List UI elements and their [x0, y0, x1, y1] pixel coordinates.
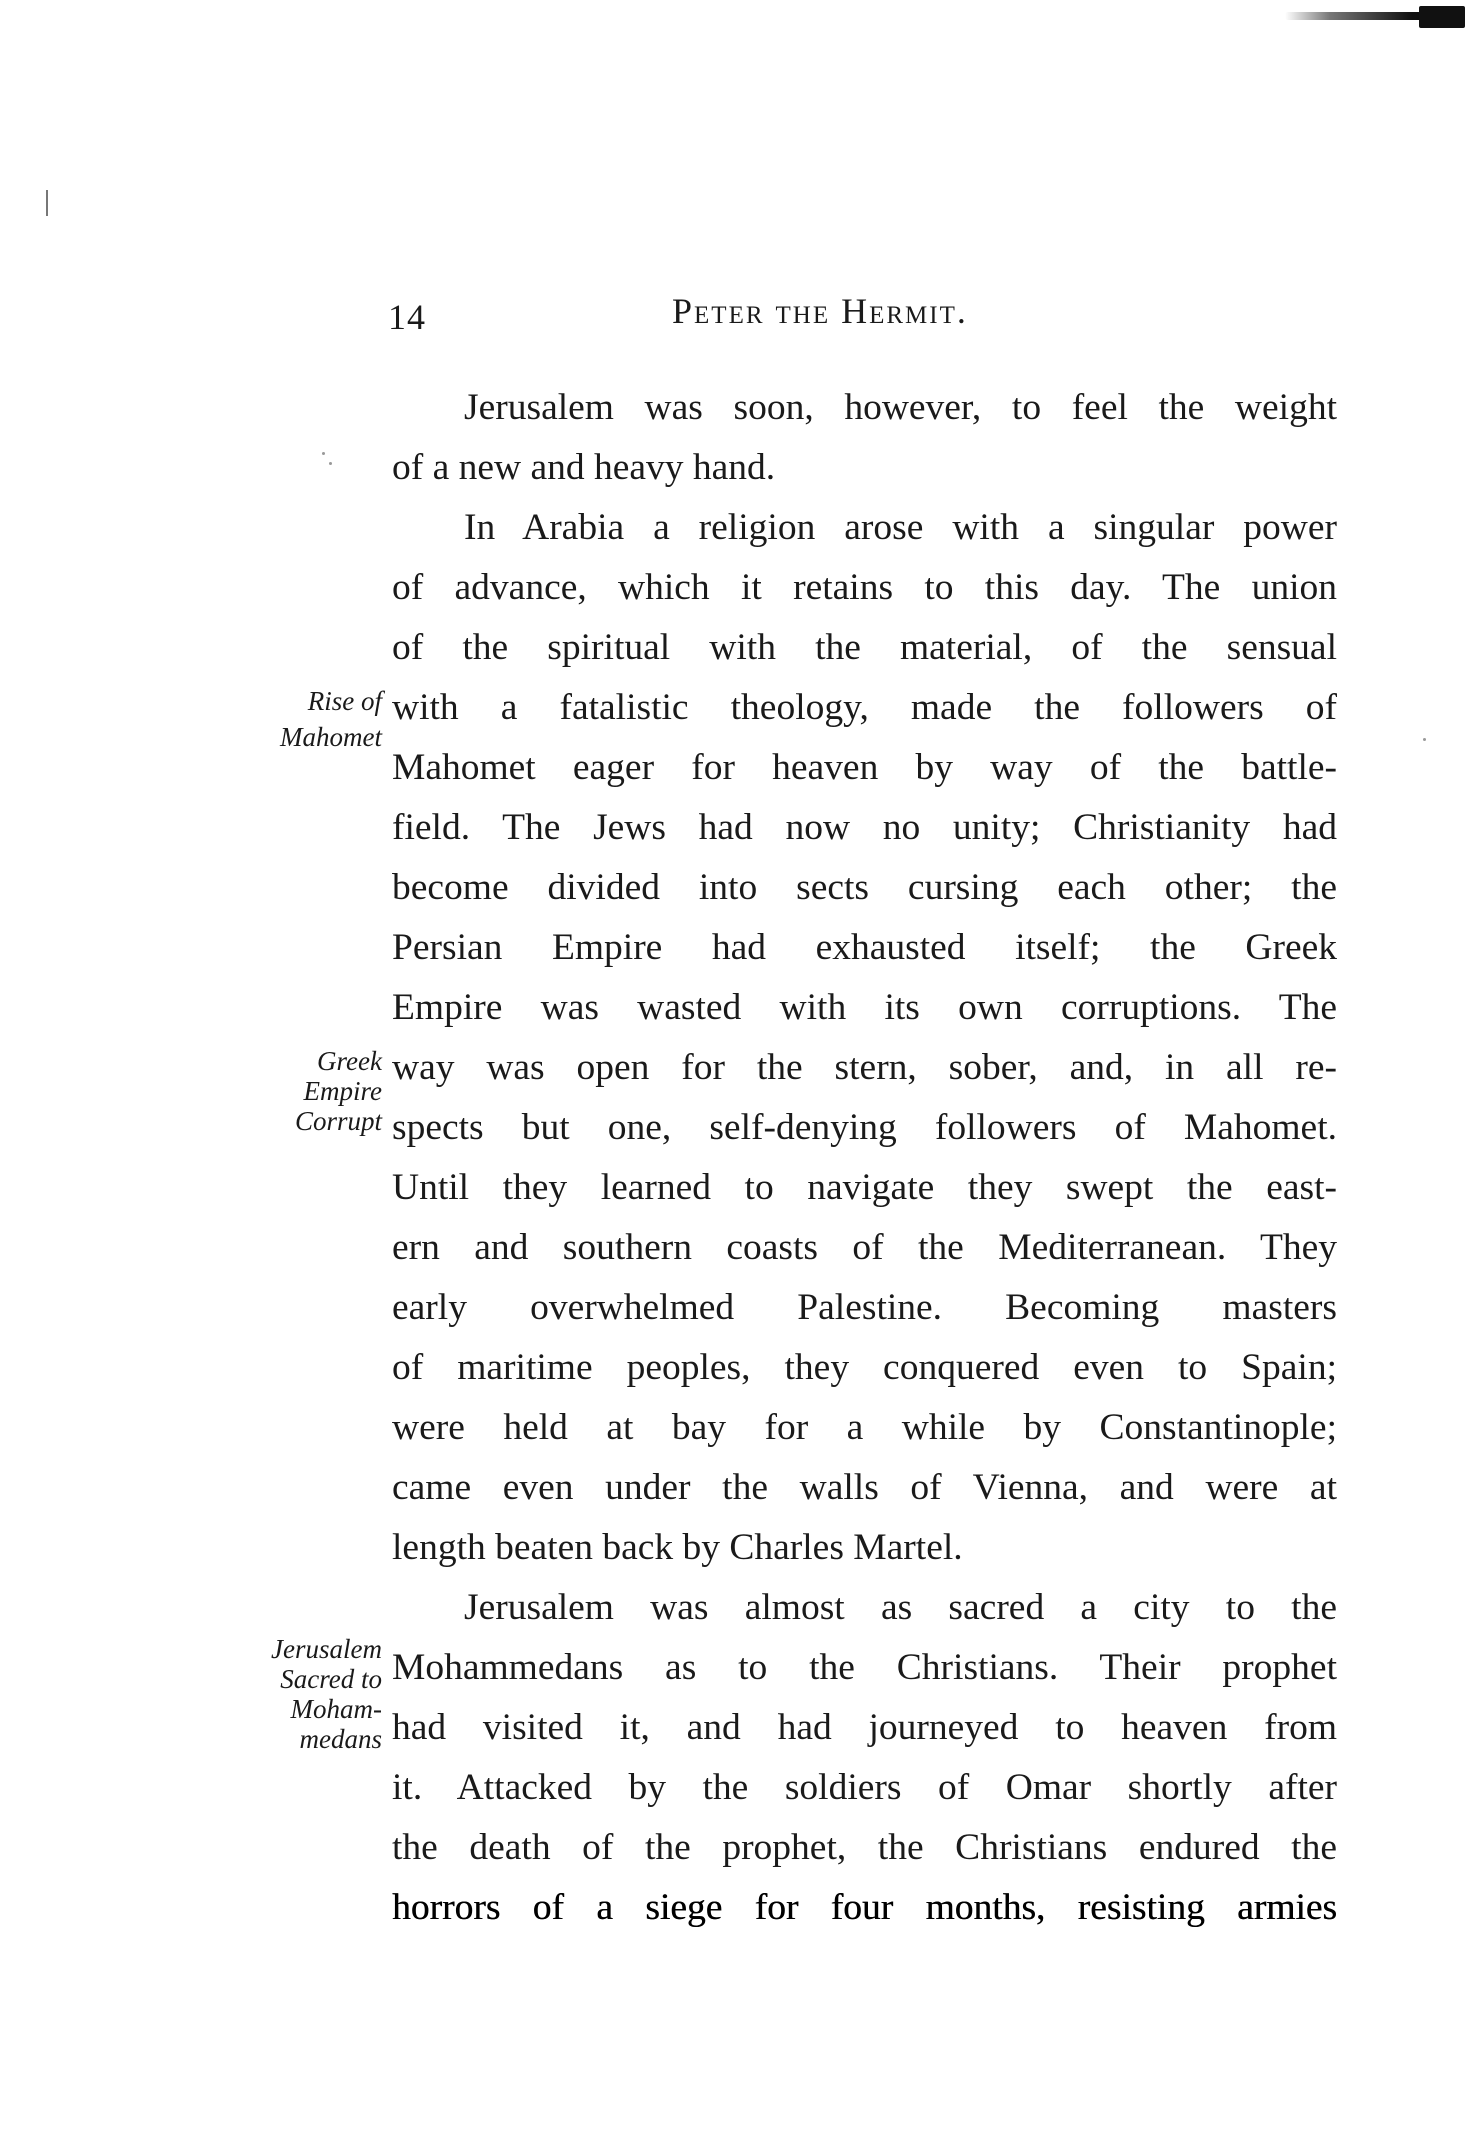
text-line: way was open for the stern, sober, and, in all re- — [392, 1047, 1337, 1088]
scan-edge-artifact — [1285, 12, 1465, 20]
text-line: In Arabia a religion arose with a singular power — [464, 507, 1337, 548]
margin-note-jerusalem-sacred — [271, 1634, 382, 1754]
text-line: of the spiritual with the material, of the sensual — [392, 627, 1337, 668]
margin-note-line: Empire — [303, 1076, 382, 1106]
text-line: Empire was wasted with its own corruptions. The — [392, 987, 1337, 1028]
margin-note-line: Mahomet — [280, 722, 382, 752]
margin-note-rise-of-mahomet — [280, 686, 382, 752]
margin-note-line: Greek — [317, 1046, 382, 1076]
text-line: of a new and heavy hand. — [392, 447, 776, 488]
page-number: 14 — [388, 297, 426, 337]
scan-margin-mark — [46, 190, 48, 216]
margin-note-line: Moham- — [290, 1694, 382, 1724]
text-line: of maritime peoples, they conquered even to Spain; — [392, 1347, 1337, 1388]
text-line: early overwhelmed Palestine. Becoming masters — [392, 1287, 1337, 1328]
text-line: length beaten back by Charles Martel. — [392, 1527, 963, 1568]
running-head-text: Peter the Hermit. — [672, 291, 968, 331]
scan-speck — [322, 452, 325, 455]
text-line: Persian Empire had exhausted itself; the Greek — [392, 927, 1337, 968]
margin-note-line: Corrupt — [294, 1106, 382, 1136]
text-line: came even under the walls of Vienna, and were at — [392, 1467, 1337, 1508]
text-line: Mohammedans as to the Christians. Their prophet — [392, 1647, 1337, 1688]
text-line: Mahomet eager for heaven by way of the battle- — [392, 747, 1337, 788]
text-line: horrors of a siege for four months, resisting armies — [392, 1887, 1337, 1928]
text-line: spects but one, self-denying followers of Mahomet. — [392, 1107, 1337, 1148]
margin-note-line: medans — [299, 1724, 382, 1754]
text-line: of advance, which it retains to this day. The union — [392, 567, 1337, 608]
running-head — [672, 290, 968, 332]
text-line: field. The Jews had now no unity; Christianity had — [392, 807, 1337, 848]
text-line: with a fatalistic theology, made the followers of — [392, 687, 1337, 728]
text-line: ern and southern coasts of the Mediterranean. They — [392, 1227, 1337, 1268]
margin-note-line: Sacred to — [280, 1664, 382, 1694]
margin-note-line: Rise of — [307, 686, 382, 716]
text-line: it. Attacked by the soldiers of Omar shortly after — [392, 1767, 1337, 1808]
text-line: become divided into sects cursing each other; the — [392, 867, 1337, 908]
text-line: Jerusalem was soon, however, to feel the weight — [464, 387, 1337, 428]
scan-speck — [1423, 738, 1426, 741]
text-line: had visited it, and had journeyed to heaven from — [392, 1707, 1337, 1748]
text-line: were held at bay for a while by Constantinople; — [392, 1407, 1337, 1448]
scan-speck — [329, 462, 332, 465]
margin-note-line: Jerusalem — [271, 1634, 382, 1664]
margin-note-greek-empire-corrupt — [295, 1046, 382, 1136]
text-line: Until they learned to navigate they swept the east- — [392, 1167, 1337, 1208]
text-line: Jerusalem was almost as sacred a city to the — [464, 1587, 1337, 1628]
text-line: the death of the prophet, the Christians endured the — [392, 1827, 1337, 1868]
